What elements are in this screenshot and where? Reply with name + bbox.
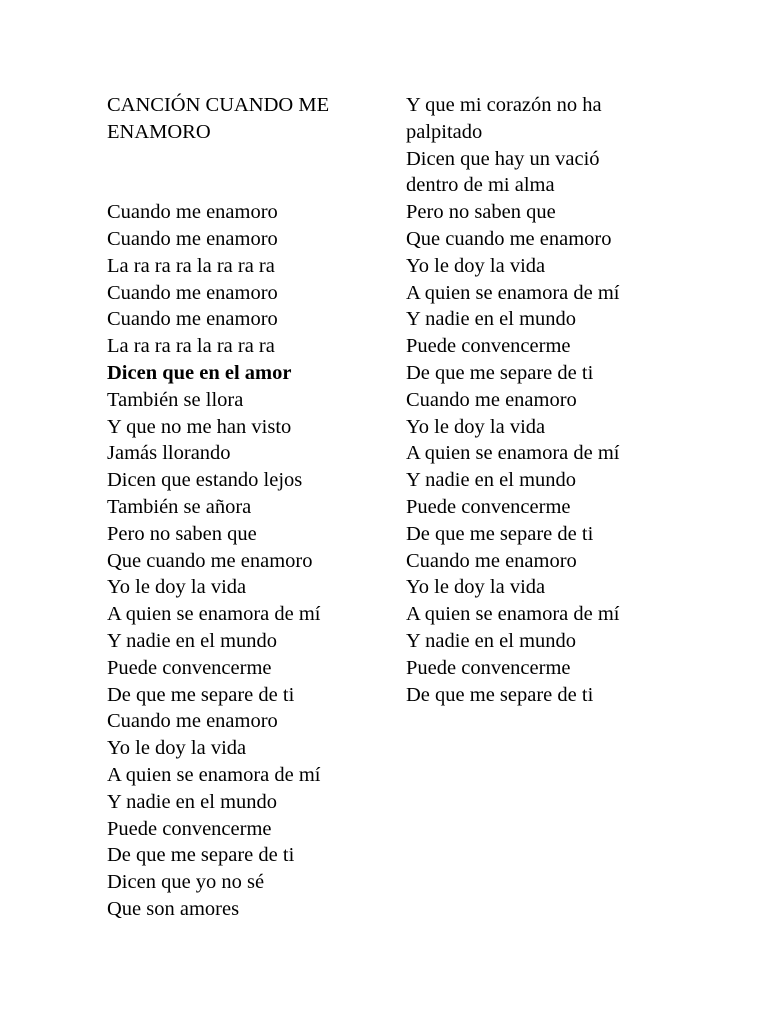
lyric-line: Y nadie en el mundo	[406, 629, 577, 652]
right-column	[406, 92, 706, 708]
lyric-line: De que me separe de ti	[406, 683, 594, 706]
lyric-line: A quien se enamora de mí	[107, 603, 321, 626]
lyric-line: Dicen que hay un vació	[406, 147, 600, 170]
lyric-line: Pero no saben que	[406, 201, 556, 224]
lyric-line: A quien se enamora de mí	[406, 281, 620, 304]
left-lyrics	[107, 199, 387, 923]
lyric-line: Yo le doy la vida	[406, 576, 546, 599]
lyric-line: La ra ra ra la ra ra ra	[107, 254, 275, 277]
lyric-line: Yo le doy la vida	[406, 254, 546, 277]
lyric-line: A quien se enamora de mí	[107, 763, 321, 786]
lyric-line: Y nadie en el mundo	[107, 629, 278, 652]
lyric-line: Y que no me han visto	[107, 415, 292, 438]
lyric-line: Cuando me enamoro	[107, 201, 278, 224]
left-column	[107, 92, 387, 923]
lyric-line: Dicen que estando lejos	[107, 469, 303, 492]
lyric-line: Puede convencerme	[406, 335, 571, 358]
lyric-line: Cuando me enamoro	[107, 227, 278, 250]
song-title-line-2: ENAMORO	[107, 120, 211, 143]
lyric-line: La ra ra ra la ra ra ra	[107, 335, 275, 358]
lyric-line: De que me separe de ti	[406, 361, 594, 384]
lyric-line: Puede convencerme	[406, 656, 571, 679]
lyric-line: Cuando me enamoro	[406, 549, 577, 572]
lyric-line: También se añora	[107, 495, 252, 518]
title-spacer	[107, 146, 387, 200]
lyric-line: Dicen que yo no sé	[107, 871, 265, 894]
lyric-line: Y nadie en el mundo	[406, 308, 577, 331]
lyric-line: Jamás llorando	[107, 442, 231, 465]
lyric-line: Yo le doy la vida	[406, 415, 546, 438]
lyric-line: Yo le doy la vida	[107, 737, 247, 760]
lyric-line: Puede convencerme	[107, 656, 272, 679]
song-title-line-1: CANCIÓN CUANDO ME	[107, 94, 330, 116]
lyric-line: Cuando me enamoro	[107, 710, 278, 733]
lyric-line: También se llora	[107, 388, 244, 411]
lyric-line: Cuando me enamoro	[107, 308, 278, 331]
lyric-line: Que cuando me enamoro	[107, 549, 313, 572]
lyric-line: Dicen que en el amor	[107, 361, 292, 384]
lyric-line: Que son amores	[107, 897, 240, 920]
lyric-line: De que me separe de ti	[107, 844, 295, 867]
lyric-line: Y nadie en el mundo	[107, 790, 278, 813]
lyric-line: Y que mi corazón no ha	[406, 94, 602, 116]
lyric-line: De que me separe de ti	[107, 683, 295, 706]
lyric-line: Puede convencerme	[406, 495, 571, 518]
lyric-line: Yo le doy la vida	[107, 576, 247, 599]
lyric-line: Y nadie en el mundo	[406, 469, 577, 492]
lyric-line: Cuando me enamoro	[107, 281, 278, 304]
lyric-line: A quien se enamora de mí	[406, 603, 620, 626]
lyric-line: palpitado	[406, 120, 483, 143]
lyric-line: dentro de mi alma	[406, 174, 555, 197]
right-lyrics	[406, 92, 706, 708]
lyric-line: Que cuando me enamoro	[406, 227, 612, 250]
lyric-line: Pero no saben que	[107, 522, 257, 545]
lyric-line: Puede convencerme	[107, 817, 272, 840]
lyric-line: A quien se enamora de mí	[406, 442, 620, 465]
lyric-line: De que me separe de ti	[406, 522, 594, 545]
lyric-line: Cuando me enamoro	[406, 388, 577, 411]
